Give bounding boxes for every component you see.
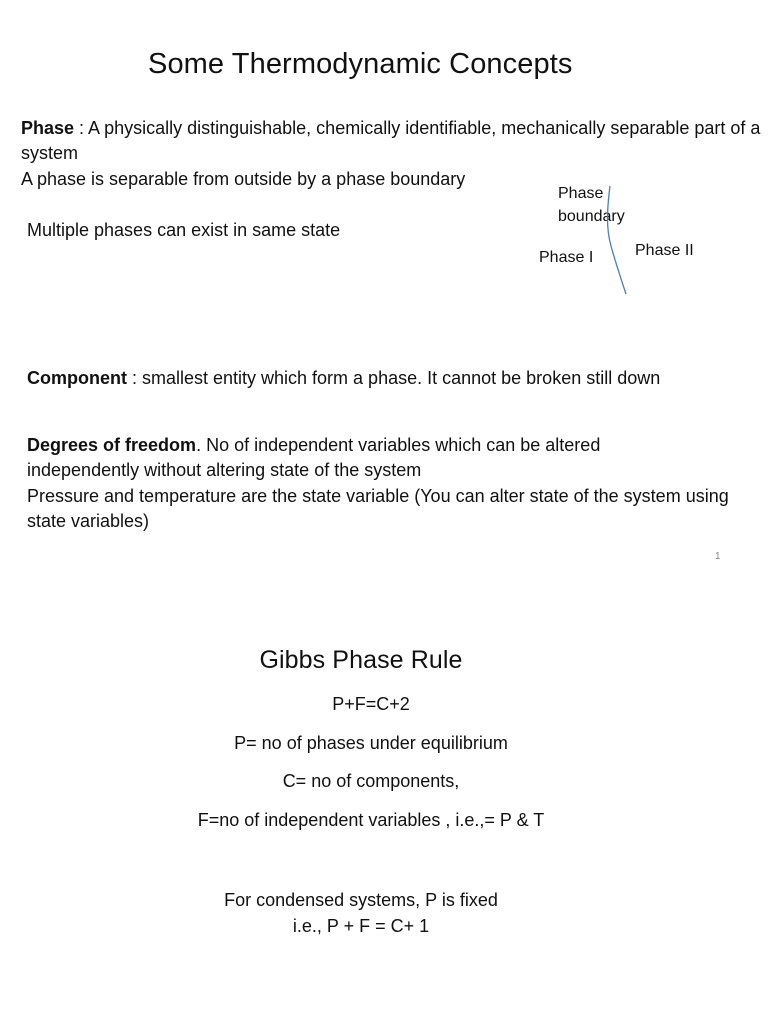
f-definition: F=no of independent variables , i.e.,= P & T — [197, 810, 545, 830]
phase-one-label: Phase I — [539, 249, 594, 266]
component-term: Component — [27, 368, 127, 388]
phase-two-label: Phase II — [635, 242, 694, 259]
phase-boundary-label-line1: Phase — [558, 185, 604, 202]
phase-term: Phase — [21, 118, 75, 138]
degrees-of-freedom-definition — [27, 433, 687, 483]
component-definition — [27, 366, 660, 391]
gibbs-equation: P+F=C+2 — [332, 694, 410, 714]
condensed-systems-line: For condensed systems, P is fixed — [224, 890, 498, 910]
state-variables-sentence: Pressure and temperature are the state variable (You can alter state of the system using state variables) — [27, 486, 729, 531]
phase-definition-text: : A physically distinguishable, chemically identifiable, mechanically separable part of a system — [21, 118, 761, 163]
degrees-of-freedom-term: Degrees of freedom — [27, 435, 197, 455]
phase-boundary-sentence: A phase is separable from outside by a phase boundary — [21, 169, 466, 189]
gibbs-title: Gibbs Phase Rule — [259, 646, 463, 674]
component-definition-text: : smallest entity which form a phase. It cannot be broken still down — [126, 368, 661, 388]
phase-boundary-line — [596, 180, 636, 300]
phase-definition — [21, 116, 761, 166]
p-definition: P= no of phases under equilibrium — [234, 733, 508, 753]
condensed-equation: i.e., P + F = C+ 1 — [292, 916, 430, 936]
slide-title: Some Thermodynamic Concepts — [148, 48, 573, 80]
phase-boundary-curve — [608, 186, 627, 294]
degrees-of-freedom-text: . No of independent variables which can be altered independently without altering state of the system — [27, 435, 601, 480]
c-definition: C= no of components, — [282, 771, 460, 791]
page-number: 1 — [715, 551, 721, 562]
phase-boundary-label-line2: boundary — [558, 208, 625, 225]
multiple-phases-sentence: Multiple phases can exist in same state — [27, 220, 341, 240]
